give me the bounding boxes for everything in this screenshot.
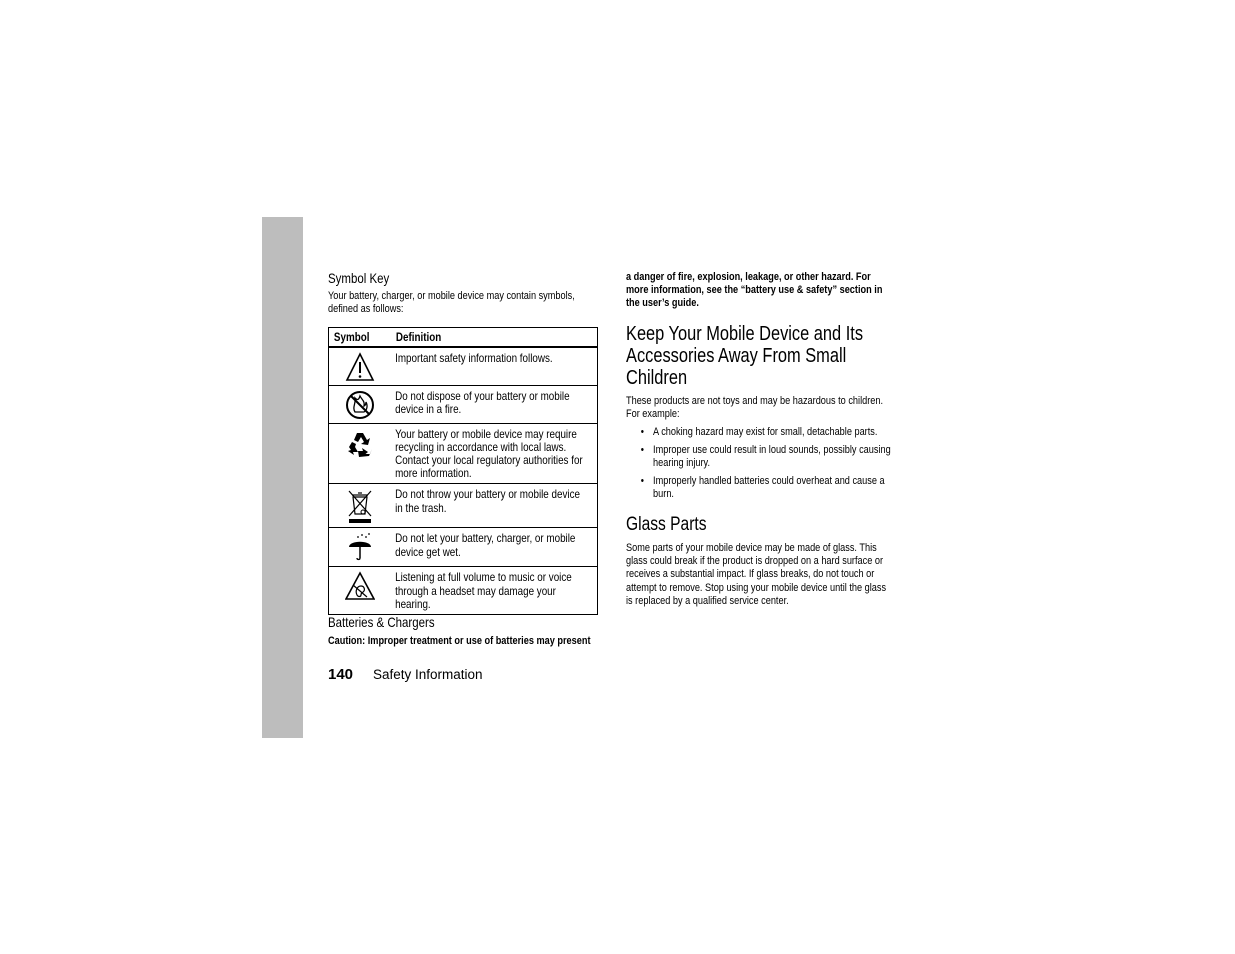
definition-text: Important safety information follows. <box>395 351 553 365</box>
definition-text: Your battery or mobile device may require recycling in accordance with local laws. Contact your local regulatory authorities for more information. <box>395 426 583 481</box>
definition-text: Do not throw your battery or mobile device in the trash. <box>395 487 580 515</box>
umbrella-rain-icon <box>345 532 375 562</box>
page-number: 140 <box>328 666 354 683</box>
section-label: Safety Information <box>373 667 483 682</box>
crossed-bin-icon <box>345 488 375 524</box>
hazard-list <box>626 426 894 506</box>
symbol-key-heading: Symbol Key <box>328 270 390 286</box>
list-item: • Improperly handled batteries could overheat and cause a burn. <box>640 475 885 500</box>
no-fire-icon <box>345 390 375 420</box>
recycle-icon <box>345 430 375 460</box>
definition-text: Listening at full volume to music or voice through a headset may damage your hearing. <box>395 570 572 611</box>
symbol-table <box>328 327 598 615</box>
col-symbol-header: Symbol <box>329 328 392 348</box>
caution-continued: a danger of fire, explosion, leakage, or other hazard. For more information, see the “battery use & safety” section in the user’s guide. <box>626 271 883 310</box>
batteries-heading: Batteries & Chargers <box>328 614 435 630</box>
table-row <box>329 385 598 423</box>
table-row <box>329 528 598 567</box>
col-definition-header: Definition <box>391 328 598 348</box>
glass-heading: Glass Parts <box>626 514 707 535</box>
table-row <box>329 484 598 528</box>
children-intro: These products are not toys and may be hazardous to children. For example: <box>626 395 884 421</box>
glass-text: Some parts of your mobile device may be made of glass. This glass could break if the product is dropped on a hard surface or receives a substantial impact. If glass breaks, do not touch or attempt to remove. Stop using your mobile device until the glass is replaced by a qualified service center. <box>626 542 887 607</box>
definition-text: Do not dispose of your battery or mobile device in a fire. <box>395 388 570 416</box>
table-row <box>329 423 598 484</box>
children-heading: Keep Your Mobile Device and Its Accessories Away From Small Children <box>626 323 864 389</box>
hearing-warning-icon <box>345 571 375 601</box>
table-row <box>329 347 598 385</box>
warning-triangle-icon <box>345 352 375 382</box>
batteries-caution: Caution: Improper treatment or use of batteries may present <box>328 635 591 647</box>
table-row <box>329 567 598 615</box>
symbol-key-intro: Your battery, charger, or mobile device may contain symbols, defined as follows: <box>328 290 575 316</box>
definition-text: Do not let your battery, charger, or mobile device get wet. <box>395 531 576 559</box>
list-item: • A choking hazard may exist for small, detachable parts. <box>640 426 878 438</box>
side-tab <box>262 217 303 738</box>
table-header-row <box>329 328 598 348</box>
list-item: • Improper use could result in loud sounds, possibly causing hearing injury. <box>640 444 891 469</box>
